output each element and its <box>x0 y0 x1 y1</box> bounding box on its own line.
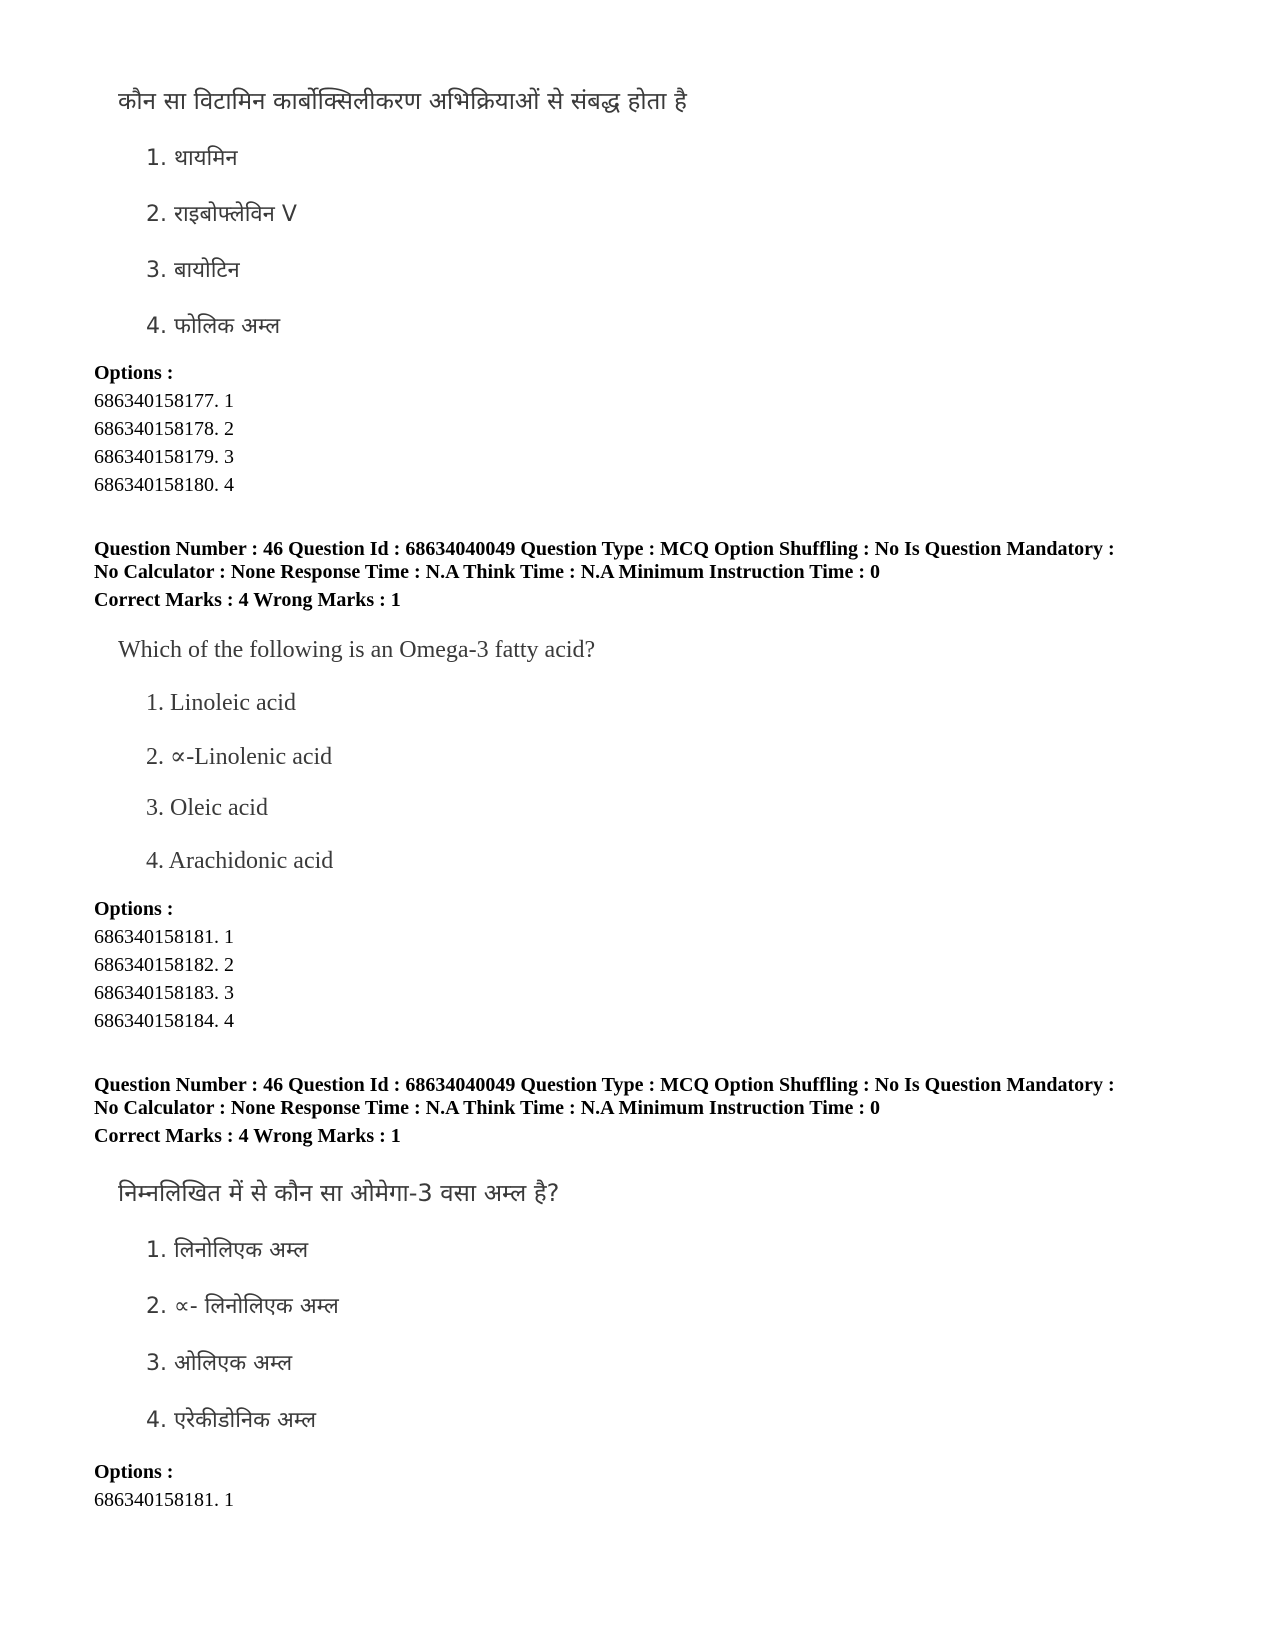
choice-3: 3. बायोटिन <box>146 258 240 283</box>
choice-4: 4. फोलिक अम्ल <box>146 314 281 339</box>
option-id-4: 686340158180. 4 <box>94 474 234 496</box>
question-text: निम्नलिखित में से कौन सा ओमेगा-3 वसा अम्ल है? <box>118 1179 560 1207</box>
options-label: Options : <box>94 362 174 384</box>
options-label: Options : <box>94 1461 174 1483</box>
choice-1: 1. लिनोलिएक अम्ल <box>146 1238 309 1263</box>
options-label: Options : <box>94 898 174 920</box>
marks-line: Correct Marks : 4 Wrong Marks : 1 <box>94 1125 401 1147</box>
choice-2: 2. ∝-Linolenic acid <box>146 744 333 770</box>
question-meta-line-1: Question Number : 46 Question Id : 68634040049 Question Type : MCQ Option Shuffling : No Is Question Mandatory : <box>94 1074 1115 1096</box>
option-id-2: 686340158178. 2 <box>94 418 234 440</box>
choice-1: 1. थायमिन <box>146 146 238 171</box>
option-id-1: 686340158181. 1 <box>94 926 234 948</box>
choice-4: 4. एरेकीडोनिक अम्ल <box>146 1408 316 1433</box>
choice-3: 3. ओलिएक अम्ल <box>146 1351 293 1376</box>
choice-4: 4. Arachidonic acid <box>146 848 334 874</box>
choice-3: 3. Oleic acid <box>146 795 268 821</box>
question-meta-line-1: Question Number : 46 Question Id : 68634040049 Question Type : MCQ Option Shuffling : No Is Question Mandatory : <box>94 538 1115 560</box>
option-id-3: 686340158183. 3 <box>94 982 234 1004</box>
option-id-4: 686340158184. 4 <box>94 1010 234 1032</box>
question-text: कौन सा विटामिन कार्बोक्सिलीकरण अभिक्रियाओं से संबद्ध होता है <box>118 87 687 115</box>
question-meta-line-2: No Calculator : None Response Time : N.A Think Time : N.A Minimum Instruction Time : 0 <box>94 561 880 583</box>
question-text: Which of the following is an Omega-3 fatty acid? <box>118 637 596 663</box>
option-id-1: 686340158177. 1 <box>94 390 234 412</box>
option-id-2: 686340158182. 2 <box>94 954 234 976</box>
option-id-1: 686340158181. 1 <box>94 1489 234 1511</box>
choice-2: 2. ∝- लिनोलिएक अम्ल <box>146 1294 339 1319</box>
question-meta-line-2: No Calculator : None Response Time : N.A Think Time : N.A Minimum Instruction Time : 0 <box>94 1097 880 1119</box>
marks-line: Correct Marks : 4 Wrong Marks : 1 <box>94 589 401 611</box>
option-id-3: 686340158179. 3 <box>94 446 234 468</box>
choice-1: 1. Linoleic acid <box>146 690 296 716</box>
choice-2: 2. राइबोफ्लेविन V <box>146 202 297 227</box>
